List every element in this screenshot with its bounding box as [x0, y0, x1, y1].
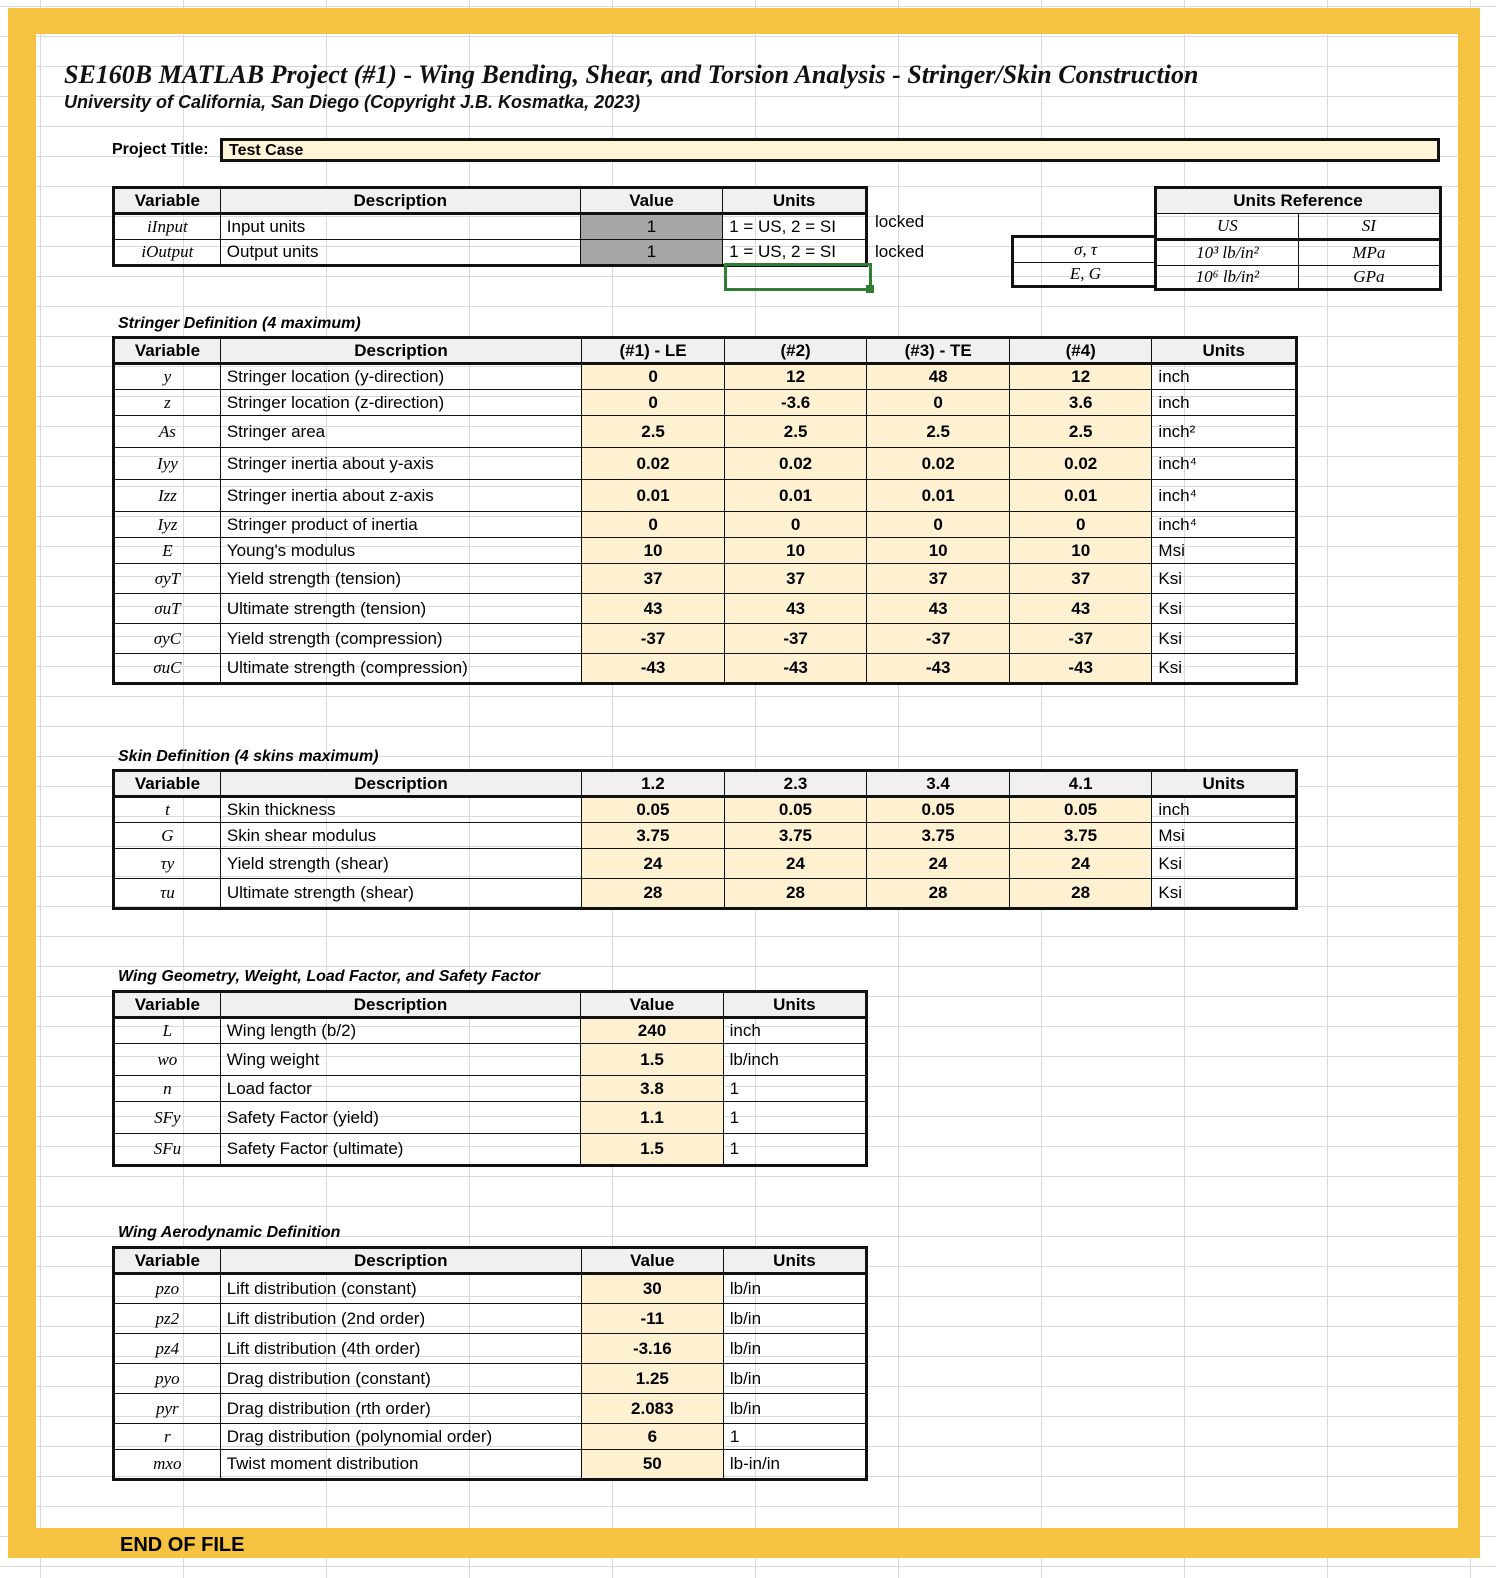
locked-note: locked [875, 212, 925, 231]
units-cell: Ksi [1152, 849, 1297, 879]
table-row [114, 1102, 867, 1134]
units-cell: 1 = US, 2 = SI [723, 240, 867, 266]
value-cell[interactable]: 37 [867, 564, 1010, 594]
units-cell: Ksi [1152, 879, 1297, 909]
value-cell[interactable]: -37 [867, 624, 1010, 654]
units-cell: inch [1152, 390, 1297, 416]
variable-cell: iOutput [114, 240, 221, 266]
description-cell: Stringer inertia about z-axis [220, 480, 581, 512]
col-header-si: SI [1298, 214, 1440, 240]
description-cell: Ultimate strength (shear) [220, 879, 581, 909]
units-cell: Ksi [1152, 654, 1297, 684]
ref-us-cell: 10⁶ lb/in² [1156, 266, 1299, 290]
col-header: Description [220, 188, 580, 214]
value-cell[interactable]: 3.6 [1009, 390, 1151, 416]
end-of-file-label: END OF FILE [120, 1534, 245, 1556]
ref-si-cell: MPa [1298, 240, 1440, 266]
value-cell[interactable]: -37 [582, 624, 725, 654]
value-cell[interactable]: 37 [724, 564, 866, 594]
description-cell: Yield strength (compression) [220, 624, 581, 654]
value-cell[interactable]: 12 [1009, 364, 1151, 390]
table-row [114, 1450, 867, 1480]
units-cell: inch⁴ [1152, 448, 1297, 480]
table-row [114, 480, 1297, 512]
col-header: 3.4 [867, 771, 1010, 797]
description-cell: Lift distribution (constant) [220, 1274, 581, 1304]
value-cell[interactable]: 2.5 [867, 416, 1010, 448]
value-cell[interactable]: -43 [867, 654, 1010, 684]
units-cell: 1 [723, 1424, 866, 1450]
table-row [114, 448, 1297, 480]
value-cell[interactable]: 43 [582, 594, 725, 624]
units-cell: Ksi [1152, 624, 1297, 654]
table-row [114, 1018, 867, 1044]
description-cell: Stringer location (z-direction) [220, 390, 581, 416]
table-row [114, 823, 1297, 849]
description-cell: Lift distribution (4th order) [220, 1334, 581, 1364]
variable-cell: τu [114, 879, 221, 909]
value-cell[interactable]: 28 [867, 879, 1010, 909]
variable-cell: y [114, 364, 221, 390]
variable-cell: wo [114, 1044, 221, 1076]
value-cell[interactable]: 24 [867, 849, 1010, 879]
description-cell: Ultimate strength (tension) [220, 594, 581, 624]
table-row [114, 1424, 867, 1450]
value-cell[interactable]: 3.8 [581, 1076, 723, 1102]
value-cell[interactable]: 0.05 [724, 797, 867, 823]
table-row [114, 797, 1297, 823]
col-header: Value [580, 188, 722, 214]
variable-cell: pz4 [114, 1334, 221, 1364]
variable-cell: σuT [114, 594, 221, 624]
units-reference-title: Units Reference [1156, 188, 1441, 214]
col-header: Description [220, 992, 581, 1018]
variable-cell: r [114, 1424, 221, 1450]
variable-cell: σyT [114, 564, 221, 594]
units-cell: inch [1152, 797, 1297, 823]
table-row [114, 1274, 867, 1304]
description-cell: Yield strength (tension) [220, 564, 581, 594]
value-cell[interactable]: 12 [724, 364, 866, 390]
col-header: 1.2 [582, 771, 725, 797]
value-cell[interactable]: 37 [582, 564, 725, 594]
value-cell[interactable]: 240 [581, 1018, 723, 1044]
variable-cell: iInput [114, 214, 221, 240]
col-header: Variable [114, 992, 221, 1018]
units-cell: inch² [1152, 416, 1297, 448]
table-row [114, 654, 1297, 684]
value-cell[interactable]: 0 [724, 512, 866, 538]
geometry-table [112, 990, 868, 1167]
description-cell: Output units [220, 240, 580, 266]
table-row [114, 390, 1297, 416]
description-cell: Stringer area [220, 416, 581, 448]
units-cell: lb/in [723, 1304, 866, 1334]
variable-cell: pz2 [114, 1304, 221, 1334]
col-header: 4.1 [1009, 771, 1152, 797]
description-cell: Skin thickness [220, 797, 581, 823]
variable-cell: SFy [114, 1102, 221, 1134]
description-cell: Twist moment distribution [220, 1450, 581, 1480]
col-header: (#4) [1009, 338, 1151, 364]
col-header: Description [220, 771, 581, 797]
value-cell[interactable]: 37 [1009, 564, 1151, 594]
description-cell: Input units [220, 214, 580, 240]
value-cell[interactable]: 0 [582, 390, 725, 416]
value-cell[interactable]: -43 [724, 654, 866, 684]
table-row [114, 416, 1297, 448]
units-cell: lb/in [723, 1274, 866, 1304]
units-cell: Msi [1152, 823, 1297, 849]
value-cell[interactable]: 0.01 [867, 480, 1010, 512]
value-cell[interactable]: 48 [867, 364, 1010, 390]
aero-section-label: Wing Aerodynamic Definition [118, 1224, 341, 1241]
units-cell: 1 [723, 1134, 866, 1166]
variable-cell: As [114, 416, 221, 448]
selected-cell[interactable] [724, 263, 872, 291]
col-header-us: US [1156, 214, 1299, 240]
value-cell[interactable]: 0 [582, 364, 725, 390]
value-cell[interactable]: 0.02 [724, 448, 866, 480]
output-units-value[interactable]: 1 [580, 240, 722, 266]
variable-cell: n [114, 1076, 221, 1102]
description-cell: Load factor [220, 1076, 581, 1102]
description-cell: Stringer location (y-direction) [220, 364, 581, 390]
value-cell[interactable]: 10 [1009, 538, 1151, 564]
variable-cell: σyC [114, 624, 221, 654]
description-cell: Ultimate strength (compression) [220, 654, 581, 684]
col-header: Units [723, 1248, 866, 1274]
value-cell[interactable]: 0 [582, 512, 725, 538]
table-row [114, 1364, 867, 1394]
col-header: (#1) - LE [582, 338, 725, 364]
units-cell: lb/inch [723, 1044, 866, 1076]
units-cell: Ksi [1152, 564, 1297, 594]
variable-cell: z [114, 390, 221, 416]
description-cell: Stringer inertia about y-axis [220, 448, 581, 480]
variable-cell: pyo [114, 1364, 221, 1394]
locked-note: locked [875, 242, 925, 261]
value-cell[interactable]: 0 [867, 390, 1010, 416]
aero-table [112, 1246, 868, 1481]
value-cell[interactable]: 10 [867, 538, 1010, 564]
value-cell[interactable]: 24 [582, 849, 725, 879]
project-title-label: Project Title: [112, 141, 209, 158]
value-cell[interactable]: 2.5 [582, 416, 725, 448]
description-cell: Yield strength (shear) [220, 849, 581, 879]
table-row [114, 1044, 867, 1076]
ref-us-cell: 10³ lb/in² [1156, 240, 1299, 266]
description-cell: Drag distribution (rth order) [220, 1394, 581, 1424]
variable-cell: pyr [114, 1394, 221, 1424]
variable-cell: t [114, 797, 221, 823]
table-row [114, 1334, 867, 1364]
value-cell[interactable]: 1.25 [581, 1364, 723, 1394]
value-cell[interactable]: -3.6 [724, 390, 866, 416]
col-header: Variable [114, 771, 221, 797]
col-header: Variable [114, 188, 221, 214]
value-cell[interactable]: 3.75 [1009, 823, 1152, 849]
description-cell: Stringer product of inertia [220, 512, 581, 538]
variable-cell: L [114, 1018, 221, 1044]
col-header: Value [581, 1248, 723, 1274]
table-row [114, 1076, 867, 1102]
col-header: 2.3 [724, 771, 867, 797]
description-cell: Safety Factor (ultimate) [220, 1134, 581, 1166]
value-cell[interactable]: 0.01 [1009, 480, 1151, 512]
page-title: SE160B MATLAB Project (#1) - Wing Bending, Shear, and Torsion Analysis - Stringer/Skin Construction [64, 60, 1199, 89]
value-cell[interactable]: 0.05 [1009, 797, 1152, 823]
variable-cell: E [114, 538, 221, 564]
value-cell[interactable]: 43 [867, 594, 1010, 624]
variable-cell: G [114, 823, 221, 849]
value-cell[interactable]: 3.75 [724, 823, 867, 849]
value-cell[interactable]: 0 [867, 512, 1010, 538]
variable-cell: Iyy [114, 448, 221, 480]
value-cell[interactable]: 24 [1009, 849, 1152, 879]
table-row [114, 1134, 867, 1166]
skin-table [112, 769, 1298, 910]
variable-cell: σuC [114, 654, 221, 684]
table-row [114, 624, 1297, 654]
value-cell[interactable]: 28 [724, 879, 867, 909]
description-cell: Young's modulus [220, 538, 581, 564]
table-row [114, 1304, 867, 1334]
value-cell[interactable]: -43 [1009, 654, 1151, 684]
units-cell: lb/in [723, 1334, 866, 1364]
units-cell: lb/in [723, 1394, 866, 1424]
col-header: (#2) [724, 338, 866, 364]
col-header: (#3) - TE [867, 338, 1010, 364]
value-cell[interactable]: 2.5 [724, 416, 866, 448]
units-cell: 1 [723, 1076, 866, 1102]
value-cell[interactable]: -37 [724, 624, 866, 654]
units-cell: inch⁴ [1152, 480, 1297, 512]
units-cell: 1 [723, 1102, 866, 1134]
value-cell[interactable]: 24 [724, 849, 867, 879]
table-row [114, 512, 1297, 538]
col-header: Value [581, 992, 723, 1018]
description-cell: Safety Factor (yield) [220, 1102, 581, 1134]
variable-cell: pzo [114, 1274, 221, 1304]
value-cell[interactable]: 3.75 [582, 823, 725, 849]
variable-cell: Izz [114, 480, 221, 512]
col-header: Description [220, 338, 581, 364]
ref-label-cell: σ, τ [1013, 237, 1158, 263]
value-cell[interactable]: -3.16 [581, 1334, 723, 1364]
units-cell: Ksi [1152, 594, 1297, 624]
value-cell[interactable]: 1.5 [581, 1044, 723, 1076]
project-title-field[interactable]: Test Case [220, 138, 1440, 162]
units-cell: 1 = US, 2 = SI [723, 214, 867, 240]
col-header: Description [220, 1248, 581, 1274]
value-cell[interactable]: 10 [724, 538, 866, 564]
value-cell[interactable]: -37 [1009, 624, 1151, 654]
fill-handle[interactable] [866, 285, 874, 293]
page-subtitle: University of California, San Diego (Copyright J.B. Kosmatka, 2023) [64, 92, 641, 112]
table-row [114, 1394, 867, 1424]
input-units-value[interactable]: 1 [580, 214, 722, 240]
units-cell: lb/in [723, 1364, 866, 1394]
table-row [114, 214, 867, 240]
value-cell[interactable]: 50 [581, 1450, 723, 1480]
table-row [114, 564, 1297, 594]
value-cell[interactable]: 0.02 [867, 448, 1010, 480]
col-header: Variable [114, 338, 221, 364]
col-header: Units [1152, 771, 1297, 797]
table-row [114, 849, 1297, 879]
value-cell[interactable]: 30 [581, 1274, 723, 1304]
col-header: Units [723, 992, 866, 1018]
value-cell[interactable]: 28 [582, 879, 725, 909]
description-cell: Skin shear modulus [220, 823, 581, 849]
skin-section-label: Skin Definition (4 skins maximum) [118, 748, 379, 765]
ref-si-cell: GPa [1298, 266, 1440, 290]
description-cell: Lift distribution (2nd order) [220, 1304, 581, 1334]
ref-label-cell: E, G [1013, 263, 1158, 287]
value-cell[interactable]: 43 [724, 594, 866, 624]
value-cell[interactable]: 2.083 [581, 1394, 723, 1424]
value-cell[interactable]: 3.75 [867, 823, 1010, 849]
description-cell: Wing weight [220, 1044, 581, 1076]
units-cell: inch [723, 1018, 866, 1044]
variable-cell: τy [114, 849, 221, 879]
value-cell[interactable]: -11 [581, 1304, 723, 1334]
value-cell[interactable]: 0.05 [867, 797, 1010, 823]
units-reference-labels [1011, 235, 1157, 288]
value-cell[interactable]: 10 [582, 538, 725, 564]
value-cell[interactable]: -43 [582, 654, 725, 684]
units-cell: Msi [1152, 538, 1297, 564]
variable-cell: SFu [114, 1134, 221, 1166]
value-cell[interactable]: 43 [1009, 594, 1151, 624]
table-row [114, 538, 1297, 564]
value-cell[interactable]: 0.05 [582, 797, 725, 823]
value-cell[interactable]: 6 [581, 1424, 723, 1450]
variable-cell: mxo [114, 1450, 221, 1480]
stringer-section-label: Stringer Definition (4 maximum) [118, 315, 361, 332]
col-header: Variable [114, 1248, 221, 1274]
variable-cell: Iyz [114, 512, 221, 538]
table-row [114, 594, 1297, 624]
units-io-table [112, 186, 868, 267]
table-row [114, 364, 1297, 390]
table-row [114, 240, 867, 266]
value-cell[interactable]: 0.02 [1009, 448, 1151, 480]
stringer-table [112, 336, 1298, 685]
units-cell: inch [1152, 364, 1297, 390]
geometry-section-label: Wing Geometry, Weight, Load Factor, and Safety Factor [118, 968, 541, 985]
col-header: Units [723, 188, 867, 214]
col-header: Units [1152, 338, 1297, 364]
units-reference-table [1154, 186, 1442, 291]
value-cell[interactable]: 1.1 [581, 1102, 723, 1134]
value-cell[interactable]: 1.5 [581, 1134, 723, 1166]
value-cell[interactable]: 0 [1009, 512, 1151, 538]
value-cell[interactable]: 0.01 [724, 480, 866, 512]
description-cell: Wing length (b/2) [220, 1018, 581, 1044]
value-cell[interactable]: 0.01 [582, 480, 725, 512]
description-cell: Drag distribution (polynomial order) [220, 1424, 581, 1450]
value-cell[interactable]: 2.5 [1009, 416, 1151, 448]
table-row [114, 879, 1297, 909]
value-cell[interactable]: 0.02 [582, 448, 725, 480]
value-cell[interactable]: 28 [1009, 879, 1152, 909]
units-cell: inch⁴ [1152, 512, 1297, 538]
units-cell: lb-in/in [723, 1450, 866, 1480]
description-cell: Drag distribution (constant) [220, 1364, 581, 1394]
